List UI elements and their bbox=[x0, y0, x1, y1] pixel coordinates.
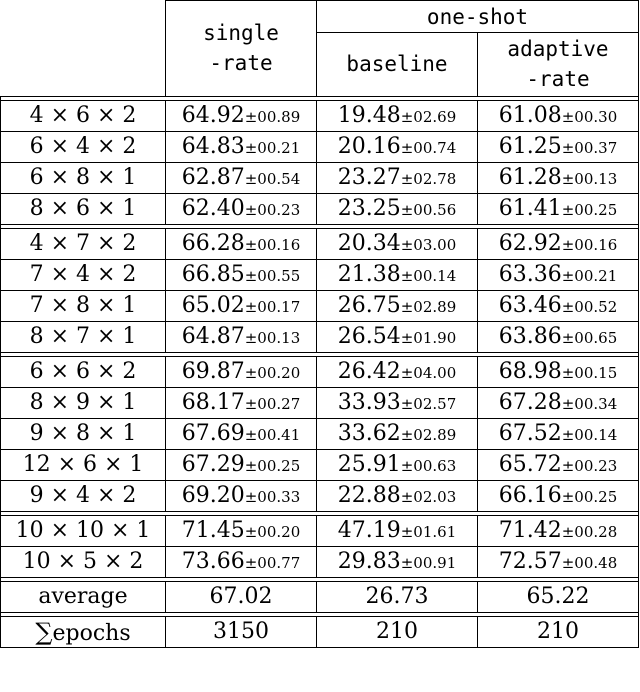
header-adaptive-rate-line1: adaptive bbox=[507, 37, 609, 62]
header-adaptive-rate-line2: -rate bbox=[526, 67, 590, 92]
baseline-std: ±01.90 bbox=[400, 329, 457, 347]
adaptive-rate-value: 63.46 bbox=[498, 293, 562, 318]
adaptive-rate-value: 66.16 bbox=[498, 483, 562, 508]
single-rate-cell bbox=[166, 290, 317, 321]
single-rate-cell bbox=[166, 387, 317, 418]
header-single-rate-line2: -rate bbox=[209, 51, 273, 76]
adaptive-rate-cell bbox=[478, 356, 639, 387]
header-single-rate-line1: single bbox=[203, 21, 279, 46]
adaptive-rate-cell bbox=[478, 480, 639, 511]
single-rate-cell bbox=[166, 480, 317, 511]
adaptive-rate-cell bbox=[478, 515, 639, 546]
adaptive-rate-value: 65.72 bbox=[498, 452, 562, 477]
baseline-cell bbox=[317, 515, 478, 546]
config-cell: 4 × 7 × 2 bbox=[1, 228, 166, 259]
baseline-cell bbox=[317, 387, 478, 418]
baseline-cell bbox=[317, 356, 478, 387]
table-row bbox=[1, 131, 639, 162]
config-cell: 9 × 8 × 1 bbox=[1, 418, 166, 449]
single-rate-value: 71.45 bbox=[181, 518, 245, 543]
config-cell: 12 × 6 × 1 bbox=[1, 449, 166, 480]
adaptive-rate-std: ±00.25 bbox=[561, 488, 618, 506]
single-rate-std: ±00.23 bbox=[244, 201, 301, 219]
table-row bbox=[1, 449, 639, 480]
table-row bbox=[1, 387, 639, 418]
baseline-value: 20.16 bbox=[337, 134, 401, 159]
sum-symbol: ∑ bbox=[35, 617, 53, 646]
single-rate-value: 64.92 bbox=[181, 103, 245, 128]
baseline-cell bbox=[317, 162, 478, 193]
adaptive-rate-cell bbox=[478, 259, 639, 290]
adaptive-rate-std: ±00.21 bbox=[561, 267, 618, 285]
single-rate-cell bbox=[166, 546, 317, 577]
single-rate-std: ±00.20 bbox=[244, 364, 301, 382]
single-rate-cell bbox=[166, 418, 317, 449]
single-rate-std: ±00.27 bbox=[244, 395, 301, 413]
adaptive-rate-std: ±00.14 bbox=[561, 426, 618, 444]
single-rate-cell bbox=[166, 131, 317, 162]
baseline-value: 26.54 bbox=[337, 324, 401, 349]
single-rate-std: ±00.20 bbox=[244, 523, 301, 541]
single-rate-cell bbox=[166, 228, 317, 259]
single-rate-cell bbox=[166, 356, 317, 387]
baseline-cell bbox=[317, 449, 478, 480]
baseline-std: ±00.63 bbox=[400, 457, 457, 475]
single-rate-std: ±00.89 bbox=[244, 108, 301, 126]
adaptive-rate-std: ±00.30 bbox=[561, 108, 618, 126]
single-rate-std: ±00.41 bbox=[244, 426, 301, 444]
adaptive-rate-std: ±00.52 bbox=[561, 298, 618, 316]
config-cell: 8 × 9 × 1 bbox=[1, 387, 166, 418]
adaptive-rate-std: ±00.48 bbox=[561, 554, 618, 572]
epochs-label: epochs bbox=[52, 620, 131, 646]
single-rate-cell bbox=[166, 321, 317, 352]
header-corner bbox=[1, 1, 166, 97]
baseline-cell bbox=[317, 259, 478, 290]
config-cell: 4 × 6 × 2 bbox=[1, 100, 166, 131]
adaptive-rate-std: ±00.16 bbox=[561, 236, 618, 254]
baseline-cell bbox=[317, 418, 478, 449]
config-cell: 10 × 5 × 2 bbox=[1, 546, 166, 577]
baseline-std: ±00.14 bbox=[400, 267, 457, 285]
single-rate-std: ±00.16 bbox=[244, 236, 301, 254]
baseline-std: ±00.91 bbox=[400, 554, 457, 572]
baseline-std: ±02.69 bbox=[400, 108, 457, 126]
config-cell: 6 × 6 × 2 bbox=[1, 356, 166, 387]
average-baseline-value: 26.73 bbox=[365, 584, 429, 609]
adaptive-rate-value: 67.28 bbox=[498, 390, 562, 415]
baseline-value: 23.27 bbox=[337, 165, 401, 190]
epochs-row bbox=[1, 616, 639, 647]
header-one-shot: one-shot bbox=[317, 1, 639, 33]
baseline-cell bbox=[317, 193, 478, 224]
adaptive-rate-cell bbox=[478, 162, 639, 193]
baseline-value: 47.19 bbox=[337, 518, 401, 543]
single-rate-std: ±00.33 bbox=[244, 488, 301, 506]
baseline-value: 33.93 bbox=[337, 390, 401, 415]
single-rate-cell bbox=[166, 162, 317, 193]
config-cell: 9 × 4 × 2 bbox=[1, 480, 166, 511]
config-cell: 7 × 4 × 2 bbox=[1, 259, 166, 290]
single-rate-std: ±00.54 bbox=[244, 170, 301, 188]
average-single-rate-value: 67.02 bbox=[209, 584, 273, 609]
baseline-value: 23.25 bbox=[337, 196, 401, 221]
table-row bbox=[1, 290, 639, 321]
baseline-value: 22.88 bbox=[337, 483, 401, 508]
baseline-cell bbox=[317, 480, 478, 511]
adaptive-rate-value: 71.42 bbox=[498, 518, 562, 543]
baseline-std: ±02.89 bbox=[400, 426, 457, 444]
adaptive-rate-cell bbox=[478, 100, 639, 131]
adaptive-rate-cell bbox=[478, 131, 639, 162]
adaptive-rate-cell bbox=[478, 228, 639, 259]
table-row bbox=[1, 259, 639, 290]
baseline-std: ±02.57 bbox=[400, 395, 457, 413]
single-rate-value: 64.87 bbox=[181, 324, 245, 349]
baseline-value: 20.34 bbox=[337, 231, 401, 256]
config-cell: 7 × 8 × 1 bbox=[1, 290, 166, 321]
single-rate-cell bbox=[166, 449, 317, 480]
adaptive-rate-cell bbox=[478, 546, 639, 577]
adaptive-rate-value: 63.86 bbox=[498, 324, 562, 349]
single-rate-std: ±00.55 bbox=[244, 267, 301, 285]
average-label: average bbox=[1, 581, 166, 612]
baseline-cell bbox=[317, 100, 478, 131]
adaptive-rate-value: 63.36 bbox=[498, 262, 562, 287]
config-cell: 8 × 7 × 1 bbox=[1, 321, 166, 352]
adaptive-rate-value: 61.41 bbox=[498, 196, 562, 221]
baseline-value: 25.91 bbox=[337, 452, 401, 477]
single-rate-value: 68.17 bbox=[181, 390, 245, 415]
adaptive-rate-value: 68.98 bbox=[498, 359, 562, 384]
baseline-cell bbox=[317, 131, 478, 162]
baseline-std: ±02.89 bbox=[400, 298, 457, 316]
single-rate-value: 69.20 bbox=[181, 483, 245, 508]
average-baseline-cell bbox=[317, 581, 478, 612]
baseline-std: ±00.74 bbox=[400, 139, 457, 157]
epochs-single-rate-cell bbox=[166, 616, 317, 647]
adaptive-rate-value: 72.57 bbox=[498, 549, 562, 574]
single-rate-value: 66.85 bbox=[181, 262, 245, 287]
table-row bbox=[1, 480, 639, 511]
adaptive-rate-cell bbox=[478, 193, 639, 224]
table-row bbox=[1, 515, 639, 546]
single-rate-value: 67.29 bbox=[181, 452, 245, 477]
baseline-std: ±02.03 bbox=[400, 488, 457, 506]
header-adaptive-rate bbox=[478, 33, 639, 96]
baseline-cell bbox=[317, 321, 478, 352]
baseline-std: ±02.78 bbox=[400, 170, 457, 188]
adaptive-rate-std: ±00.37 bbox=[561, 139, 618, 157]
table-row bbox=[1, 100, 639, 131]
table-row bbox=[1, 321, 639, 352]
baseline-std: ±01.61 bbox=[400, 523, 457, 541]
single-rate-cell bbox=[166, 259, 317, 290]
average-single-rate-cell bbox=[166, 581, 317, 612]
table-row bbox=[1, 162, 639, 193]
adaptive-rate-cell bbox=[478, 290, 639, 321]
epochs-adaptive-rate-value: 210 bbox=[537, 619, 579, 644]
adaptive-rate-cell bbox=[478, 449, 639, 480]
adaptive-rate-value: 61.28 bbox=[498, 165, 562, 190]
adaptive-rate-cell bbox=[478, 387, 639, 418]
adaptive-rate-std: ±00.23 bbox=[561, 457, 618, 475]
baseline-cell bbox=[317, 228, 478, 259]
single-rate-value: 66.28 bbox=[181, 231, 245, 256]
epochs-adaptive-rate-cell bbox=[478, 616, 639, 647]
baseline-std: ±03.00 bbox=[400, 236, 457, 254]
adaptive-rate-std: ±00.15 bbox=[561, 364, 618, 382]
table-row bbox=[1, 193, 639, 224]
header-baseline: baseline bbox=[317, 33, 478, 96]
single-rate-std: ±00.77 bbox=[244, 554, 301, 572]
config-cell: 6 × 8 × 1 bbox=[1, 162, 166, 193]
table-row bbox=[1, 418, 639, 449]
baseline-value: 26.42 bbox=[337, 359, 401, 384]
single-rate-value: 64.83 bbox=[181, 134, 245, 159]
average-adaptive-rate-cell bbox=[478, 581, 639, 612]
single-rate-value: 69.87 bbox=[181, 359, 245, 384]
single-rate-std: ±00.25 bbox=[244, 457, 301, 475]
config-cell: 6 × 4 × 2 bbox=[1, 131, 166, 162]
epochs-label-cell bbox=[1, 616, 166, 647]
single-rate-std: ±00.17 bbox=[244, 298, 301, 316]
single-rate-value: 62.40 bbox=[181, 196, 245, 221]
baseline-std: ±04.00 bbox=[400, 364, 457, 382]
single-rate-std: ±00.21 bbox=[244, 139, 301, 157]
adaptive-rate-std: ±00.34 bbox=[561, 395, 618, 413]
average-row bbox=[1, 581, 639, 612]
config-cell: 10 × 10 × 1 bbox=[1, 515, 166, 546]
header-single-rate bbox=[166, 1, 317, 97]
adaptive-rate-value: 61.25 bbox=[498, 134, 562, 159]
adaptive-rate-std: ±00.25 bbox=[561, 201, 618, 219]
baseline-value: 29.83 bbox=[337, 549, 401, 574]
single-rate-value: 65.02 bbox=[181, 293, 245, 318]
average-adaptive-rate-value: 65.22 bbox=[526, 584, 590, 609]
epochs-baseline-cell bbox=[317, 616, 478, 647]
baseline-cell bbox=[317, 290, 478, 321]
adaptive-rate-value: 62.92 bbox=[498, 231, 562, 256]
single-rate-cell bbox=[166, 100, 317, 131]
single-rate-value: 67.69 bbox=[181, 421, 245, 446]
epochs-single-rate-value: 3150 bbox=[213, 619, 269, 644]
adaptive-rate-std: ±00.13 bbox=[561, 170, 618, 188]
table-row bbox=[1, 356, 639, 387]
epochs-baseline-value: 210 bbox=[376, 619, 418, 644]
baseline-cell bbox=[317, 546, 478, 577]
adaptive-rate-std: ±00.65 bbox=[561, 329, 618, 347]
adaptive-rate-cell bbox=[478, 418, 639, 449]
table-row bbox=[1, 546, 639, 577]
baseline-value: 21.38 bbox=[337, 262, 401, 287]
adaptive-rate-value: 67.52 bbox=[498, 421, 562, 446]
baseline-value: 19.48 bbox=[337, 103, 401, 128]
single-rate-cell bbox=[166, 193, 317, 224]
config-cell: 8 × 6 × 1 bbox=[1, 193, 166, 224]
baseline-value: 26.75 bbox=[337, 293, 401, 318]
baseline-value: 33.62 bbox=[337, 421, 401, 446]
adaptive-rate-cell bbox=[478, 321, 639, 352]
single-rate-cell bbox=[166, 515, 317, 546]
adaptive-rate-value: 61.08 bbox=[498, 103, 562, 128]
adaptive-rate-std: ±00.28 bbox=[561, 523, 618, 541]
single-rate-std: ±00.13 bbox=[244, 329, 301, 347]
single-rate-value: 62.87 bbox=[181, 165, 245, 190]
single-rate-value: 73.66 bbox=[181, 549, 245, 574]
baseline-std: ±00.56 bbox=[400, 201, 457, 219]
table-row bbox=[1, 228, 639, 259]
